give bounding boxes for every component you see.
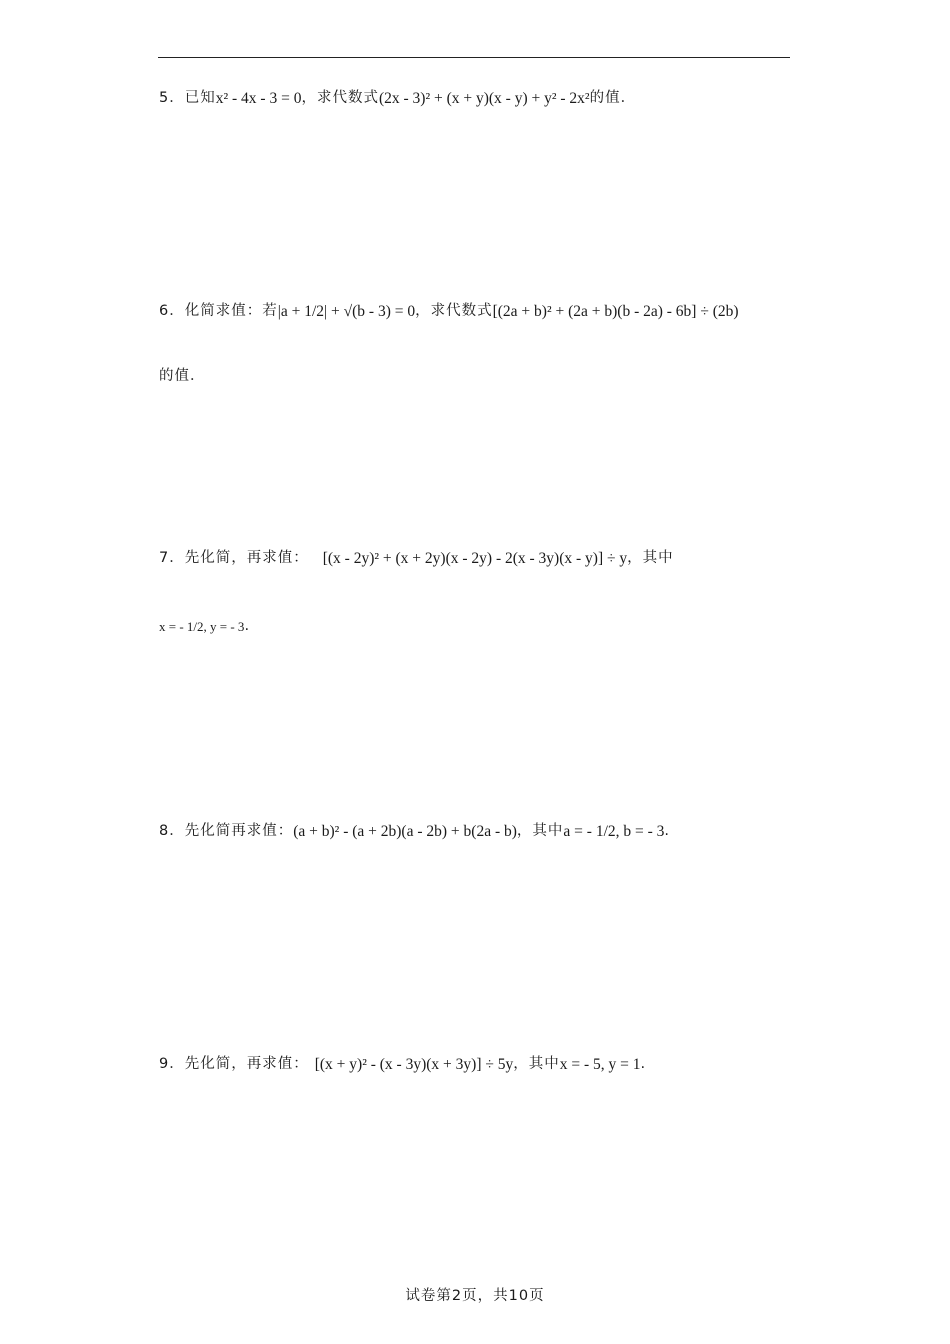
- problem-text: 化简求值：若: [184, 303, 278, 319]
- problem-text: ，其中: [627, 550, 674, 566]
- problem-6-continuation: [159, 364, 206, 385]
- problem-text: ，其中: [513, 1056, 560, 1072]
- condition-formula: |a + 1/2| + √(b - 3) = 0: [277, 302, 416, 320]
- problem-number: 6．: [159, 303, 185, 319]
- expression-formula: (2x - 3)² + (x + y)(x - y) + y² - 2x²: [378, 89, 590, 107]
- problem-number: 9．: [159, 1056, 185, 1072]
- problem-text: 的值．: [589, 90, 637, 106]
- problem-text: 先化简，再求值：: [184, 550, 309, 566]
- condition-formula: x = - 5, y = 1: [559, 1055, 641, 1073]
- problem-6: [159, 299, 739, 321]
- problem-text: ，求代数式: [301, 90, 379, 106]
- problem-text: .: [664, 823, 671, 839]
- problem-text: 先化简，再求值：: [184, 1056, 309, 1072]
- problem-text: ，其中: [516, 823, 564, 839]
- problem-text: .: [244, 618, 251, 634]
- page-footer: 试卷第2页，共10页: [405, 1288, 545, 1304]
- problem-7-continuation: [159, 618, 250, 635]
- expression-formula: [(x - 2y)² + (x + 2y)(x - 2y) - 2(x - 3y)(x - y)] ÷ y: [322, 549, 628, 567]
- problem-8: [159, 819, 670, 841]
- problem-5: [159, 86, 636, 108]
- header-rule: [158, 57, 790, 58]
- expression-formula: [(2a + b)² + (2a + b)(b - 2a) - 6b] ÷ (2b): [492, 302, 739, 320]
- condition-formula: x² - 4x - 3 = 0: [215, 89, 302, 107]
- expression-formula: [(x + y)² - (x - 3y)(x + 3y)] ÷ 5y: [314, 1055, 514, 1073]
- problem-number: 7．: [159, 550, 185, 566]
- expression-formula: (a + b)² - (a + 2b)(a - 2b) + b(2a - b): [293, 822, 517, 840]
- condition-formula: a = - 1/2, b = - 3: [563, 822, 665, 840]
- problem-7: [159, 546, 674, 568]
- problem-text: ，求代数式: [415, 303, 493, 319]
- problem-text: 先化简再求值：: [184, 823, 294, 839]
- problem-text: 的值．: [159, 368, 206, 384]
- problem-number: 5．: [159, 90, 185, 106]
- problem-text: .: [640, 1056, 647, 1072]
- problem-9: [159, 1052, 646, 1074]
- condition-formula: x = - 1/2, y = - 3: [159, 618, 245, 634]
- problem-text: 已知: [184, 90, 216, 106]
- problem-number: 8．: [159, 823, 185, 839]
